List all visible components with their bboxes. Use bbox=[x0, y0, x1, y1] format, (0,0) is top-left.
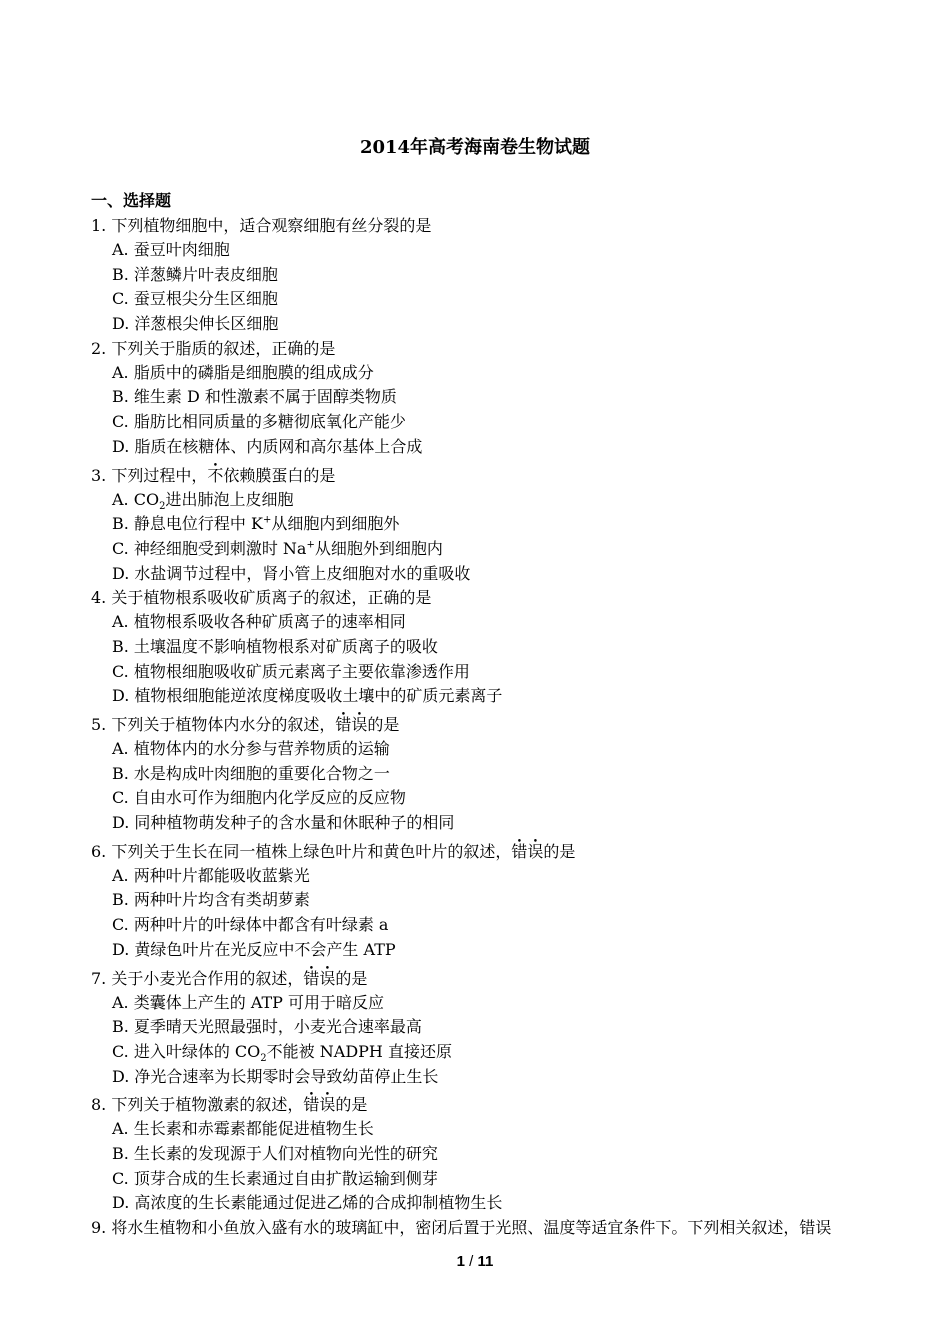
emphasis-mark: 误 bbox=[351, 715, 368, 734]
question-stem bbox=[91, 967, 881, 991]
stem-text: 的是 bbox=[335, 968, 368, 988]
option-c bbox=[91, 537, 881, 562]
question-8 bbox=[91, 1093, 881, 1216]
option-c bbox=[91, 1040, 881, 1065]
superscript: + bbox=[262, 514, 272, 526]
option-d: D. 洋葱根尖伸长区细胞 bbox=[112, 314, 279, 334]
question-3 bbox=[91, 464, 881, 587]
option-c: C. 脂肪比相同质量的多糖彻底氧化产能少 bbox=[112, 412, 406, 432]
option-d: D. 高浓度的生长素能通过促进乙烯的合成抑制植物生长 bbox=[112, 1193, 503, 1213]
subscript: 2 bbox=[260, 1053, 267, 1065]
question-stem: 9. 将水生植物和小鱼放入盛有水的玻璃缸中，密闭后置于光照、温度等适宜条件下。下列相关叙述，错误 bbox=[91, 1218, 832, 1237]
option-d: D. 黄绿色叶片在光反应中不会产生 ATP bbox=[112, 939, 396, 959]
question-7 bbox=[91, 967, 881, 1090]
document-title: 2014年高考海南卷生物试题 bbox=[359, 137, 591, 158]
option-a bbox=[91, 488, 881, 513]
option-c: C. 自由水可作为细胞内化学反应的反应物 bbox=[112, 788, 406, 808]
emphasis-mark: 误 bbox=[527, 841, 544, 861]
superscript: + bbox=[306, 539, 315, 551]
option-text: 从细胞外到细胞内 bbox=[314, 538, 443, 558]
total-pages: 11 bbox=[477, 1253, 494, 1270]
stem-text: 6. 下列关于生长在同一植株上绿色叶片和黄色叶片的叙述， bbox=[91, 841, 512, 861]
stem-text: 的是 bbox=[367, 715, 400, 734]
stem-text: 8. 下列关于植物激素的叙述， bbox=[91, 1095, 304, 1115]
stem-text: 的是 bbox=[543, 841, 576, 861]
option-b: B. 维生素 D 和性激素不属于固醇类物质 bbox=[112, 387, 397, 407]
emphasis-mark: 误 bbox=[319, 1095, 336, 1115]
section-heading: 一、选择题 bbox=[91, 191, 172, 210]
option-d: D. 植物根细胞能逆浓度梯度吸收土壤中的矿质元素离子 bbox=[112, 686, 503, 706]
option-text: B. 静息电位行程中 K bbox=[112, 514, 263, 534]
emphasis-mark: 错 bbox=[511, 841, 528, 861]
option-d: D. 净光合速率为长期零时会导致幼苗停止生长 bbox=[112, 1066, 439, 1086]
option-b: B. 两种叶片均含有类胡萝素 bbox=[112, 890, 310, 910]
emphasis-mark: 错 bbox=[303, 1095, 320, 1115]
question-stem bbox=[91, 464, 881, 488]
option-text: 进出肺泡上皮细胞 bbox=[165, 489, 294, 509]
question-4 bbox=[91, 586, 881, 709]
option-c: C. 蚕豆根尖分生区细胞 bbox=[112, 289, 278, 309]
option-a: A. 植物体内的水分参与营养物质的运输 bbox=[112, 739, 390, 758]
option-d: D. 脂质在核糖体、内质网和高尔基体上合成 bbox=[112, 436, 423, 456]
question-stem: 4. 关于植物根系吸收矿质离子的叙述，正确的是 bbox=[91, 588, 432, 608]
question-2 bbox=[91, 337, 881, 460]
subscript: 2 bbox=[159, 500, 166, 512]
question-stem bbox=[91, 1093, 881, 1117]
question-stem: 1. 下列植物细胞中，适合观察细胞有丝分裂的是 bbox=[91, 216, 432, 235]
option-a: A. 生长素和赤霉素都能促进植物生长 bbox=[112, 1119, 374, 1139]
option-a: A. 类囊体上产生的 ATP 可用于暗反应 bbox=[112, 992, 385, 1012]
stem-text: 的是 bbox=[335, 1095, 368, 1115]
option-b: B. 夏季晴天光照最强时，小麦光合速率最高 bbox=[112, 1017, 422, 1037]
question-1 bbox=[91, 214, 881, 337]
option-a: A. 脂质中的磷脂是细胞膜的组成成分 bbox=[112, 362, 374, 382]
option-b bbox=[91, 512, 881, 537]
question-stem bbox=[91, 713, 881, 737]
page-number bbox=[0, 1252, 950, 1272]
question-9 bbox=[91, 1216, 881, 1240]
question-5 bbox=[91, 713, 881, 836]
option-text: 从细胞内到细胞外 bbox=[271, 514, 400, 534]
option-b: B. 洋葱鳞片叶表皮细胞 bbox=[112, 264, 278, 284]
stem-text: 5. 下列关于植物体内水分的叙述， bbox=[91, 715, 336, 734]
option-a: A. 蚕豆叶肉细胞 bbox=[112, 240, 230, 259]
option-d: D. 同种植物萌发种子的含水量和休眠种子的相同 bbox=[112, 813, 455, 833]
emphasis-mark: 错 bbox=[303, 968, 320, 988]
emphasis-mark: 误 bbox=[319, 968, 336, 988]
option-b: B. 水是构成叶肉细胞的重要化合物之一 bbox=[112, 763, 390, 783]
question-list bbox=[91, 214, 881, 1240]
emphasis-mark: 不 bbox=[207, 465, 224, 485]
option-text: 不能被 NADPH 直接还原 bbox=[266, 1041, 452, 1061]
page-separator: / bbox=[464, 1253, 478, 1270]
emphasis-mark: 错 bbox=[335, 715, 352, 734]
option-text: C. 神经细胞受到刺激时 Na bbox=[112, 538, 307, 558]
question-stem: 2. 下列关于脂质的叙述，正确的是 bbox=[91, 338, 336, 358]
option-b: B. 土壤温度不影响植物根系对矿质离子的吸收 bbox=[112, 636, 438, 656]
option-text: A. CO bbox=[112, 489, 160, 509]
option-a: A. 植物根系吸收各种矿质离子的速率相同 bbox=[112, 612, 406, 632]
stem-text: 3. 下列过程中， bbox=[91, 465, 208, 485]
option-c: C. 植物根细胞吸收矿质元素离子主要依靠渗透作用 bbox=[112, 661, 470, 681]
option-d: D. 水盐调节过程中，肾小管上皮细胞对水的重吸收 bbox=[112, 563, 471, 583]
option-c: C. 顶芽合成的生长素通过自由扩散运输到侧芽 bbox=[112, 1168, 438, 1188]
question-6 bbox=[91, 840, 881, 963]
option-a: A. 两种叶片都能吸收蓝紫光 bbox=[112, 865, 310, 885]
stem-text: 7. 关于小麦光合作用的叙述， bbox=[91, 968, 304, 988]
option-c: C. 两种叶片的叶绿体中都含有叶绿素 a bbox=[112, 915, 389, 935]
stem-text: 依赖膜蛋白的是 bbox=[223, 465, 336, 485]
option-b: B. 生长素的发现源于人们对植物向光性的研究 bbox=[112, 1143, 438, 1163]
question-stem bbox=[91, 840, 881, 864]
option-text: C. 进入叶绿体的 CO bbox=[112, 1041, 261, 1061]
current-page: 1 bbox=[456, 1253, 465, 1270]
